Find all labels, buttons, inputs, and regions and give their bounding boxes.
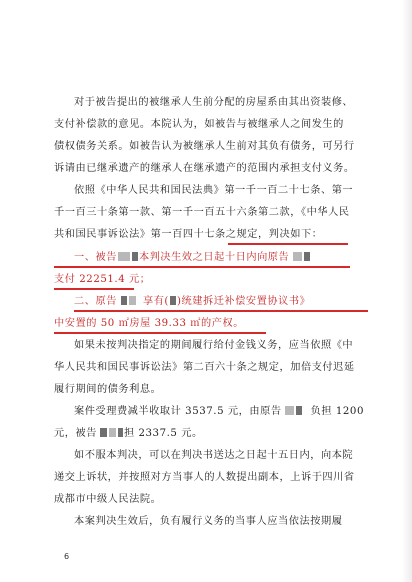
- fee-text-c1: 元，被告: [54, 428, 97, 439]
- redaction-block: [132, 252, 138, 261]
- paragraph-line: 递交上诉状，并按照对方当事人的人数提出副本，上诉于四川省: [54, 472, 355, 483]
- judgment-underline: [74, 310, 368, 312]
- paragraph-line: 华人民共和国民事诉讼法》第二百六十条之规定，加倍支付迟延: [54, 362, 355, 373]
- redaction-block: [118, 252, 130, 261]
- judgment-underline: [54, 288, 134, 290]
- redaction-block: [293, 252, 302, 261]
- redaction-block: [121, 296, 127, 305]
- paragraph-line: 本案判决生效后，负有履行义务的当事人应当依法按期履: [74, 516, 343, 527]
- judgment-item-2: [74, 295, 310, 309]
- paragraph-line: 共和国民事诉讼法》第一百四十七条之规定，判决如下：: [54, 229, 323, 240]
- paragraph-line: 债权债务关系。如被告认为被继承人生前对其负有债务，可另行: [54, 141, 355, 152]
- judgment-underline: [54, 332, 266, 334]
- paragraph-line: 依照《中华人民共和国民法典》第一千一百二十七条、第一: [74, 185, 354, 196]
- paragraph-line: 履行期间的债务利息。: [54, 384, 162, 395]
- judgment-item1-prefix: 一、被告: [74, 252, 117, 263]
- page-edge-shadow: [402, 0, 412, 582]
- judgment-item2-text: 享有(: [142, 296, 169, 307]
- paragraph-line: 支付补偿款的意见。本院认为，如被告与被继承人之间发生的: [54, 119, 344, 130]
- judgment-item2-doc: )统建拆迁补偿安置协议书》: [176, 296, 311, 307]
- redaction-block: [129, 296, 136, 305]
- judgment-item2-prefix: 二、原告: [74, 296, 117, 307]
- fee-line: [54, 427, 203, 441]
- judgment-item-1-amount: 支付 22251.4 元；: [54, 274, 151, 285]
- fee-line: [74, 405, 364, 419]
- judgment-item1-text: 本判决生效之日起十日内向原告: [138, 252, 290, 263]
- judgment-item-1: [74, 251, 311, 265]
- fee-text-a: 案件受理费减半收取计 3537.5 元，由原告: [74, 406, 282, 417]
- judgment-underline: [228, 243, 348, 245]
- paragraph-line: 如不服本判决，可以在判决书送达之日起十五日内，向本院: [74, 450, 354, 461]
- paragraph-line: 千一百三十条第一款、第一千一百五十六条第二款，《中华人民: [54, 207, 350, 218]
- paragraph-line: 诉请由已继承遗产的继承人在继承遗产的范围内承担支付义务。: [54, 163, 355, 174]
- redaction-block: [109, 428, 116, 437]
- redaction-block: [170, 296, 176, 305]
- fee-text-b: 负担 1200: [310, 406, 364, 417]
- page-number: 6: [64, 552, 70, 561]
- fee-text-c2: 担 2337.5 元。: [123, 428, 203, 439]
- judgment-underline: [54, 266, 350, 268]
- judgment-item-2-end: 中安置的 50 ㎡房屋 39.33 ㎡的产权。: [54, 318, 244, 329]
- redaction-block: [285, 406, 294, 415]
- redaction-block: [100, 428, 107, 437]
- redaction-block: [304, 252, 310, 261]
- paragraph-line: 成都市中级人民法院。: [54, 494, 162, 505]
- redaction-block: [296, 406, 302, 415]
- paragraph-line: 对于被告提出的被继承人生前分配的房屋系由其出资装修、: [74, 97, 354, 108]
- paragraph-line: 如果未按判决指定的期间履行给付金钱义务，应当依照《中: [74, 340, 354, 351]
- redaction-block: [118, 428, 123, 437]
